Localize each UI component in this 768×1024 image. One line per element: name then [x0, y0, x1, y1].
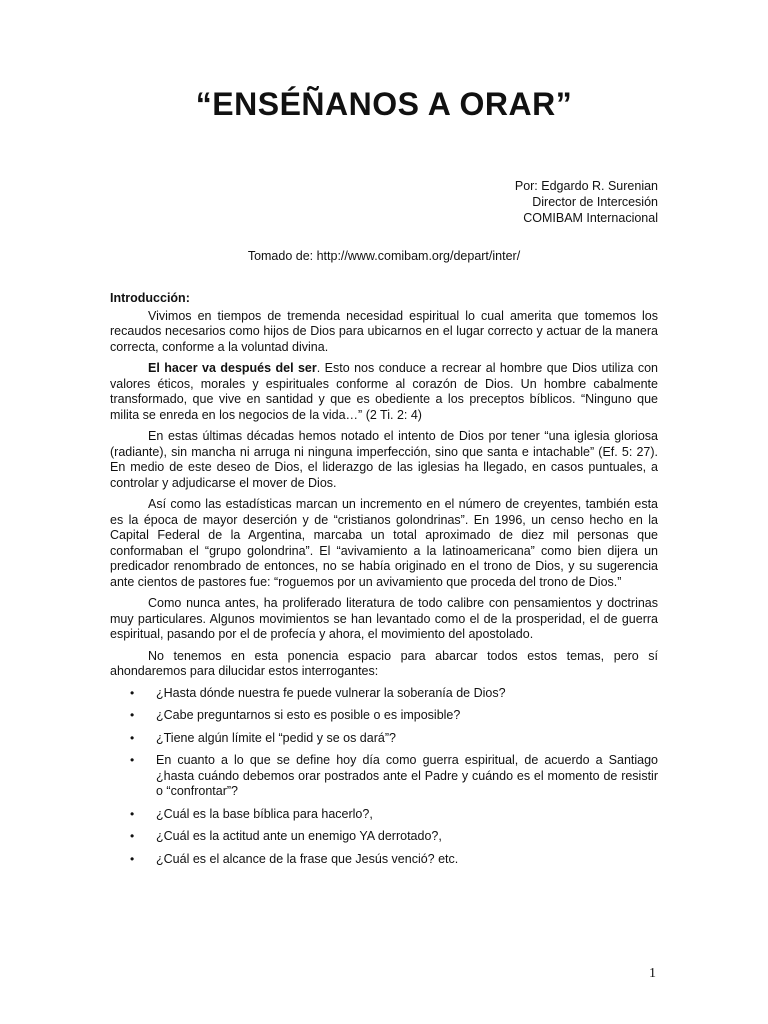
- list-item: [110, 731, 658, 747]
- list-item-text: ¿Cuál es la base bíblica para hacerlo?,: [156, 806, 373, 821]
- paragraph-text: No tenemos en esta ponencia espacio para abarcar todos estos temas, pero sí ahondaremos para dilucidar estos interrogantes:: [110, 648, 658, 678]
- bullet-icon: •: [130, 753, 135, 767]
- paragraph-bold-lead: El hacer va después del ser: [148, 361, 317, 375]
- paragraph-text: En estas últimas décadas hemos notado el intento de Dios por tener “una iglesia gloriosa (radiante), sin mancha ni arruga ni ninguna imperfección, sino que santa e intachable” (Ef. 5: 27). En medio de este deseo de Dios, el liderazgo de las iglesias ha llegado, en casos puntuales, a controlar y adjudicarse el mover de Dios.: [110, 429, 658, 490]
- list-item-text: ¿Hasta dónde nuestra fe puede vulnerar la soberanía de Dios?: [156, 685, 506, 700]
- list-item: [110, 686, 658, 702]
- list-item-text: ¿Tiene algún límite el “pedid y se os dará”?: [156, 730, 396, 745]
- page-number: 1: [649, 966, 656, 981]
- bullet-icon: •: [130, 708, 135, 722]
- source-reference: Tomado de: http://www.comibam.org/depart/inter/: [247, 249, 521, 263]
- paragraph: [110, 429, 658, 491]
- list-item-text: ¿Cuál es la actitud ante un enemigo YA derrotado?,: [156, 829, 442, 843]
- paragraph-text: . Esto nos conduce a recrear al hombre que Dios utiliza con valores éticos, morales y espirituales conforme al corazón de Dios. Un hombre cabalmente transformado, que vive en santidad y que es obediente a los preceptos bíblicos. “Ninguno que milita se enreda en los negocios de la vida…” (2 Ti. 2: 4): [110, 361, 659, 422]
- list-item: [110, 753, 658, 800]
- paragraph-text: Como nunca antes, ha proliferado literatura de todo calibre con pensamientos y doctrinas muy particulares. Algunos movimientos se han levantado como el de la prosperidad, el de guerra espiritual, pasando por el de profecía y ahora, el movimiento del apostolado.: [110, 596, 658, 641]
- author-role: Director de Intercesión: [532, 195, 658, 209]
- document-page: [110, 0, 658, 1024]
- bullet-icon: •: [130, 806, 135, 821]
- list-item: [110, 829, 658, 845]
- list-item: [110, 708, 658, 724]
- bullet-icon: •: [130, 685, 135, 700]
- section-heading: Introducción:: [110, 291, 190, 305]
- document-title: “ENSÉÑANOS A ORAR”: [195, 86, 573, 122]
- bullet-icon: •: [130, 730, 135, 745]
- author-organization: COMIBAM Internacional: [523, 211, 658, 225]
- paragraph: [110, 309, 658, 356]
- list-item: [110, 852, 658, 868]
- question-list: [110, 686, 658, 868]
- paragraph: [110, 361, 658, 423]
- paragraph-text: Así como las estadísticas marcan un incremento en el número de creyentes, también esta es la época de mayor deserción y de “cristianos golondrinas”. En 1996, un censo hecho en la Capital Federal de la Argentina, marcaba un total aproximado de diez mil personas que conformaban el “grupo golondrina”. El “avivamiento a la latinoamericana” como bien dijera un predicador renombrado de entonces, no se había originado en el trono de Dios, y su sugerencia ante cientos de pastores fue: “roguemos por un avivamiento que proceda del trono de Dios.”: [110, 497, 658, 589]
- paragraph: [110, 596, 658, 643]
- document-body: [110, 291, 658, 874]
- paragraph-text: Vivimos en tiempos de tremenda necesidad espiritual lo cual amerita que tomemos los recaudos necesarios como hijos de Dios para ubicarnos en el lugar correcto y actuar de la manera correcta, conforme a la voluntad divina.: [110, 308, 658, 354]
- paragraph: [110, 497, 658, 590]
- bullet-icon: •: [130, 829, 135, 843]
- bullet-icon: •: [130, 851, 135, 866]
- paragraph: [110, 649, 658, 680]
- author-name: Por: Edgardo R. Surenian: [514, 179, 658, 193]
- list-item-text: En cuanto a lo que se define hoy día como guerra espiritual, de acuerdo a Santiago ¿hasta cuándo debemos orar postrados ante el Padre y cuándo es el momento de resistir o “confrontar”?: [156, 753, 658, 798]
- author-byline: [515, 178, 658, 226]
- list-item-text: ¿Cabe preguntarnos si esto es posible o es imposible?: [156, 708, 461, 722]
- list-item: [110, 807, 658, 823]
- list-item-text: ¿Cuál es el alcance de la frase que Jesús venció? etc.: [156, 851, 459, 866]
